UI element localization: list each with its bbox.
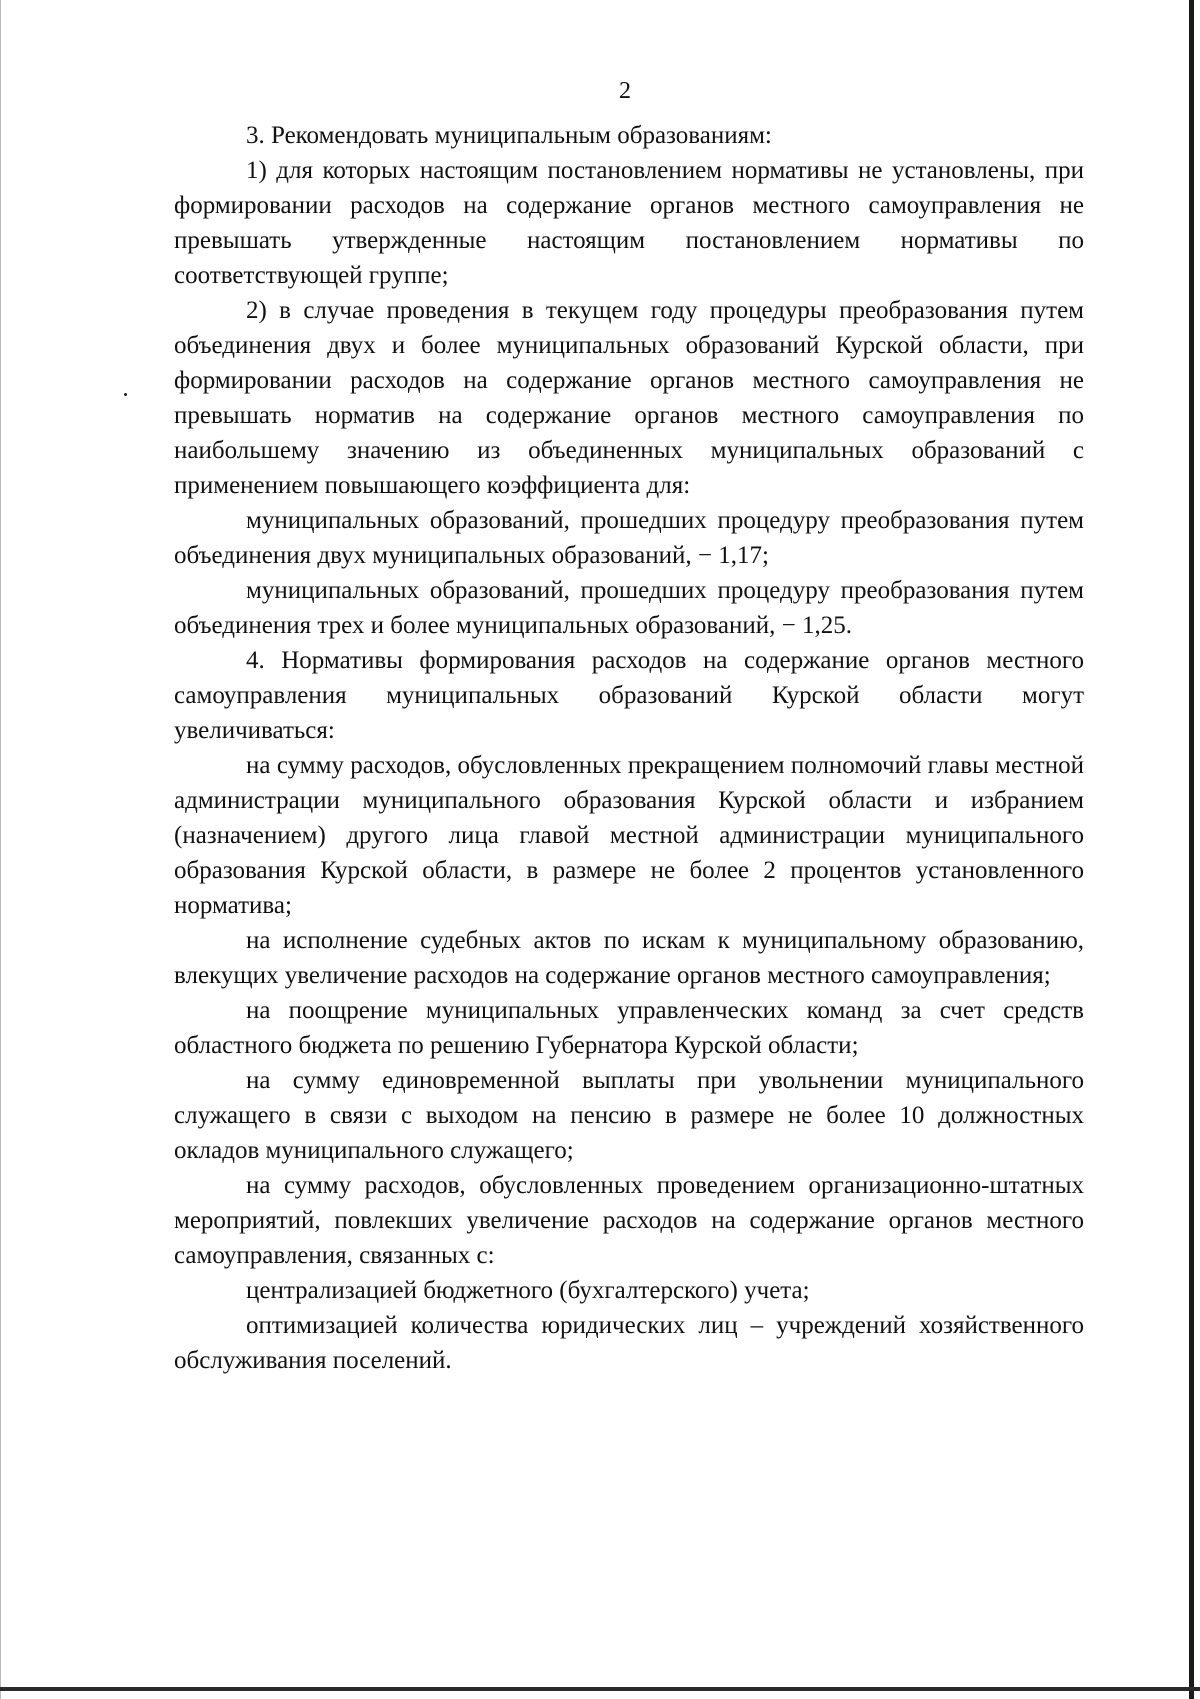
paragraph-item-4-intro: 4. Нормативы формирования расходов на содержание органов местного самоуправления муниципальных образований Курской области могут увеличиваться:	[174, 647, 1084, 744]
paragraph-staff-measures: на сумму расходов, обусловленных проведением организационно-штатных мероприятий, повлекших увеличение расходов на содержание органов местного самоуправления, связанных с:	[174, 1172, 1084, 1269]
paragraph-coefficient-three: муниципальных образований, прошедших процедуру преобразования путем объединения трех и более муниципальных образований, − 1,25.	[174, 577, 1084, 639]
paragraph-item-3-intro: 3. Рекомендовать муниципальным образованиям:	[246, 122, 772, 149]
paragraph-incentive: на поощрение муниципальных управленческих команд за счет средств областного бюджета по решению Губернатора Курской области;	[174, 997, 1084, 1059]
page-number: 2	[619, 78, 631, 104]
scan-artifact-dot	[124, 393, 127, 396]
page-bottom-edge	[0, 1687, 1200, 1691]
page-right-edge	[1189, 0, 1194, 1699]
page-left-edge	[0, 0, 1, 1699]
paragraph-subitem-1: 1) для которых настоящим постановлением нормативы не установлены, при формировании расходов на содержание органов местного самоуправления не превышать утвержденные настоящим постановлением нормативы по соответствующей группе;	[174, 157, 1084, 289]
paragraph-retirement-payment: на сумму единовременной выплаты при увольнении муниципального служащего в связи с выходом на пенсию в размере не более 10 должностных окладов муниципального служащего;	[174, 1067, 1084, 1164]
paragraph-subitem-2: 2) в случае проведения в текущем году процедуры преобразования путем объединения двух и более муниципальных образований Курской области, при формировании расходов на содержание органов местного самоуправления не превышать норматив на содержание органов местного самоуправления по наибольшему значению из объединенных муниципальных образований с применением повышающего коэффициента для:	[174, 297, 1084, 499]
paragraph-head-change: на сумму расходов, обусловленных прекращением полномочий главы местной администрации муниципального образования Курской области и избранием (назначением) другого лица главой местной администрации муниципального образования Курской области, в размере не более 2 процентов установленного норматива;	[174, 752, 1084, 919]
document-body	[174, 118, 1084, 1378]
paragraph-centralization: централизацией бюджетного (бухгалтерского) учета;	[246, 1277, 810, 1304]
paragraph-optimization: оптимизацией количества юридических лиц – учреждений хозяйственного обслуживания поселений.	[174, 1312, 1084, 1374]
paragraph-court-acts: на исполнение судебных актов по искам к муниципальному образованию, влекущих увеличение расходов на содержание органов местного самоуправления;	[174, 927, 1084, 989]
paragraph-coefficient-two: муниципальных образований, прошедших процедуру преобразования путем объединения двух муниципальных образований, − 1,17;	[174, 507, 1084, 569]
